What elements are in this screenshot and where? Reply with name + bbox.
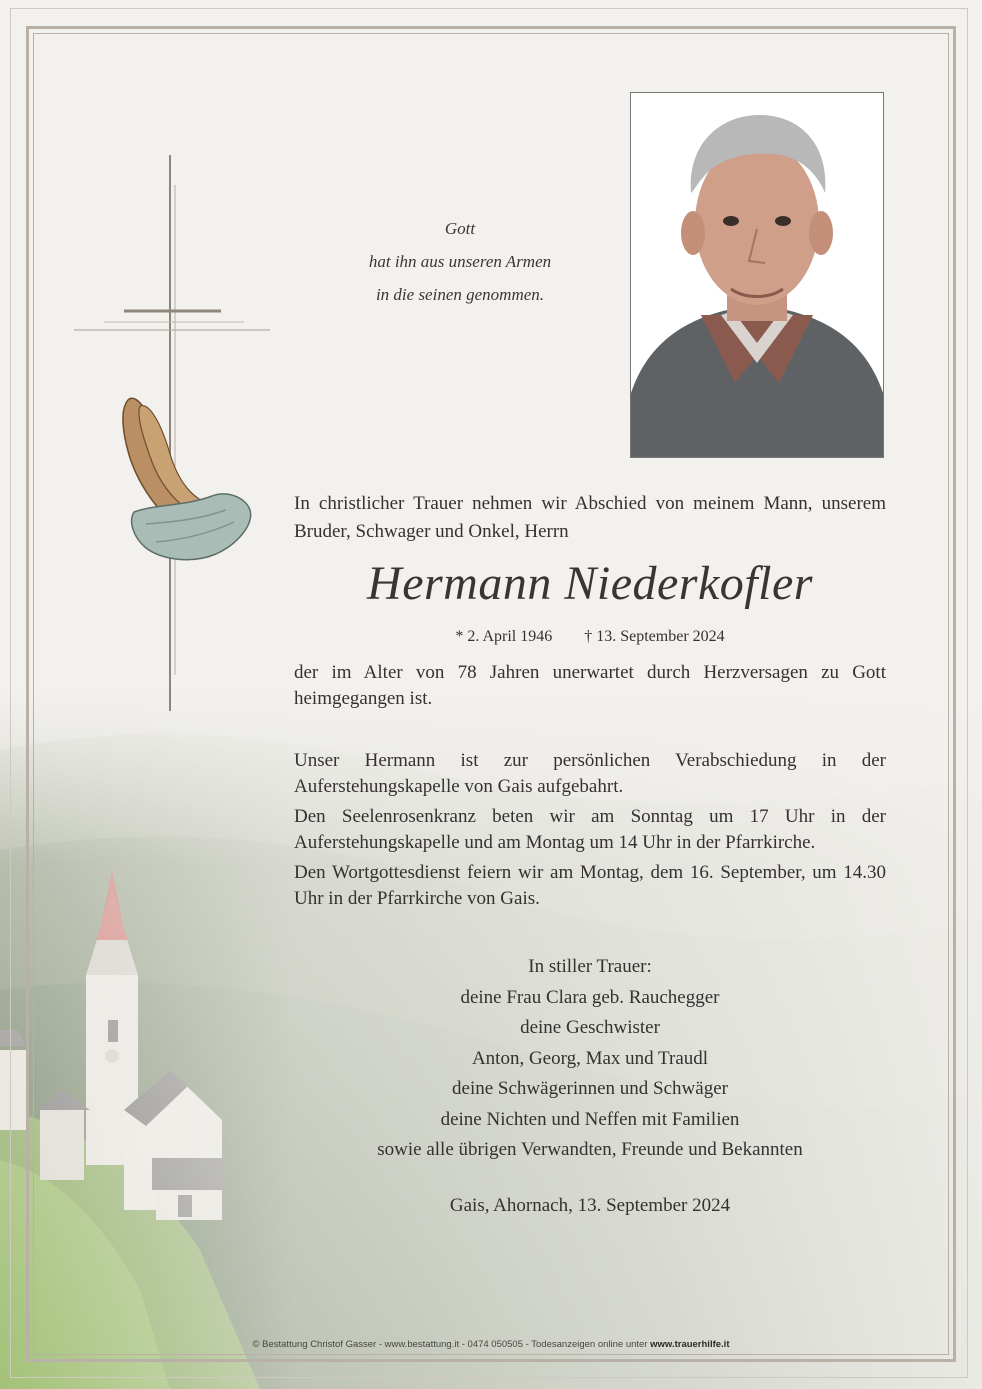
mourner-line: deine Geschwister [520, 1017, 660, 1038]
mourners-heading: In stiller Trauer: [528, 956, 652, 977]
place-date: Gais, Ahornach, 13. September 2024 [449, 1195, 731, 1216]
mourner-line: sowie alle übrigen Verwandten, Freunde und Bekannten [377, 1139, 803, 1160]
age-text: der im Alter von 78 Jahren unerwartet durch Herzversagen zu Gott heimgegangen ist. [294, 662, 886, 709]
quote-line: in die seinen genommen. [375, 285, 545, 304]
footer-text: © Bestattung Christof Gasser - www.bestattung.it - 0474 050505 - Todesanzeigen online unter [252, 1339, 651, 1350]
mourner-line: deine Frau Clara geb. Rauchegger [460, 986, 720, 1008]
mourner-line: deine Schwägerinnen und Schwäger [452, 1078, 728, 1099]
birth-date: * 2. April 1946 [455, 628, 553, 645]
intro-text: In christlicher Trauer nehmen wir Abschied von meinem Mann, unserem Bruder, Schwager und Onkel, Herrn [294, 493, 886, 542]
footer [34, 1338, 948, 1352]
quote-line: Gott [444, 219, 476, 238]
paragraph-viewing: Unser Hermann ist zur persönlichen Verabschiedung in der Auferstehungskapelle von Gais aufgebahrt. [294, 750, 886, 797]
death-date: † 13. September 2024 [584, 628, 725, 645]
paragraph-service: Den Wortgottesdienst feiern wir am Montag, dem 16. September, um 14.30 Uhr in der Pfarrkirche von Gais. [294, 862, 886, 909]
footer-link[interactable]: www.trauerhilfe.it [650, 1339, 730, 1350]
portrait-photo [630, 92, 884, 458]
praying-hands-icon [116, 392, 256, 567]
mourner-line: deine Nichten und Neffen mit Familien [440, 1108, 740, 1130]
deceased-name: Hermann Niederkofler [367, 557, 813, 610]
life-dates [294, 626, 886, 648]
quote [300, 212, 620, 311]
mourner-line: Anton, Georg, Max und Traudl [471, 1047, 709, 1069]
mourners-list [294, 952, 886, 1166]
paragraph-rosary: Den Seelenrosenkranz beten wir am Sonntag um 17 Uhr in der Auferstehungskapelle und am Montag um 14 Uhr in der Pfarrkirche. [294, 806, 886, 853]
quote-line: hat ihn aus unseren Armen [368, 252, 552, 271]
